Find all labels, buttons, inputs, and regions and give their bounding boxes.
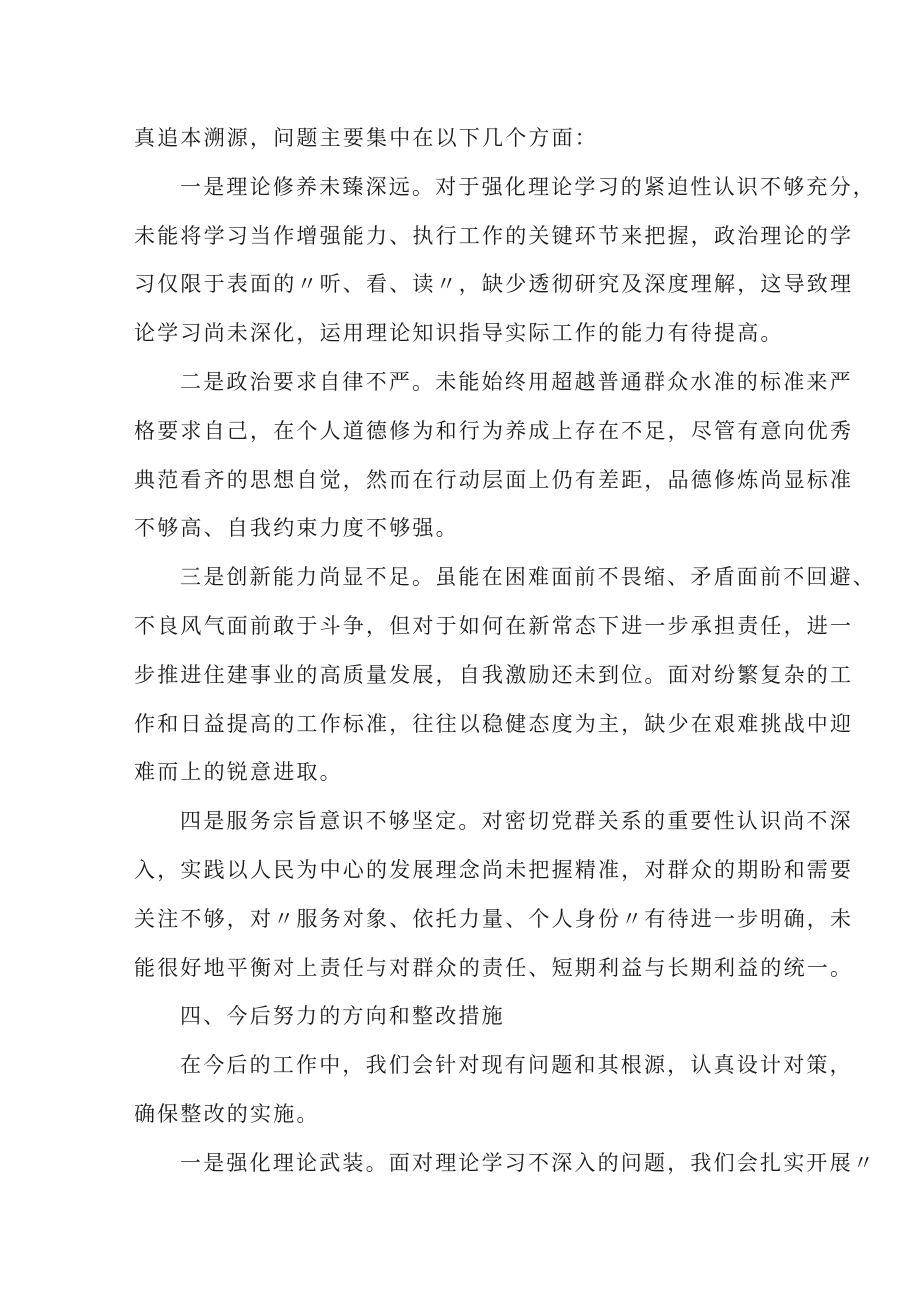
text-line: 作和日益提高的工作标准，往往以稳健态度为主，缺少在艰难挑战中迎 — [134, 712, 854, 736]
text-line: 一是强化理论武装。面对理论学习不深入的问题，我们会扎实开展〃 — [180, 1151, 876, 1175]
text-line: 在今后的工作中，我们会针对现有问题和其根源，认真设计对策， — [180, 1053, 853, 1077]
text-line: 确保整改的实施。 — [134, 1102, 320, 1126]
text-line: 四是服务宗旨意识不够坚定。对密切党群关系的重要性认识尚不深 — [180, 809, 853, 833]
text-line: 论学习尚未深化，运用理论知识指导实际工作的能力有待提高。 — [134, 321, 784, 345]
text-line: 能很好地平衡对上责任与对群众的责任、短期利益与长期利益的统一。 — [134, 956, 854, 980]
text-line: 步推进住建事业的高质量发展，自我激励还未到位。面对纷繁复杂的工 — [134, 663, 854, 687]
text-line: 三是创新能力尚显不足。虽能在困难面前不畏缩、矛盾面前不回避、 — [180, 565, 876, 589]
text-line: 未能将学习当作增强能力、执行工作的关键环节来把握，政治理论的学 — [134, 224, 854, 248]
text-line: 真追本溯源，问题主要集中在以下几个方面： — [134, 126, 598, 150]
text-line: 不良风气面前敢于斗争，但对于如何在新常态下进一步承担责任，进一 — [134, 614, 854, 638]
text-line: 一是理论修养未臻深远。对于强化理论学习的紧迫性认识不够充分， — [180, 175, 876, 199]
text-line: 习仅限于表面的〃听、看、读〃，缺少透彻研究及深度理解，这导致理 — [134, 272, 854, 296]
text-line: 入，实践以人民为中心的发展理念尚未把握精准，对群众的期盼和需要 — [134, 858, 854, 882]
text-line: 格要求自己，在个人道德修为和行为养成上存在不足，尽管有意向优秀 — [134, 419, 854, 443]
text-line: 不够高、自我约束力度不够强。 — [134, 516, 459, 540]
text-line: 难而上的锐意进取。 — [134, 760, 343, 784]
section-heading: 四、今后努力的方向和整改措施 — [180, 1004, 505, 1028]
text-line: 关注不够，对〃服务对象、依托力量、个人身份〃有待进一步明确，未 — [134, 907, 854, 931]
text-line: 二是政治要求自律不严。未能始终用超越普通群众水准的标准来严 — [180, 370, 853, 394]
text-line: 典范看齐的思想自觉，然而在行动层面上仍有差距，品德修炼尚显标准 — [134, 468, 854, 492]
